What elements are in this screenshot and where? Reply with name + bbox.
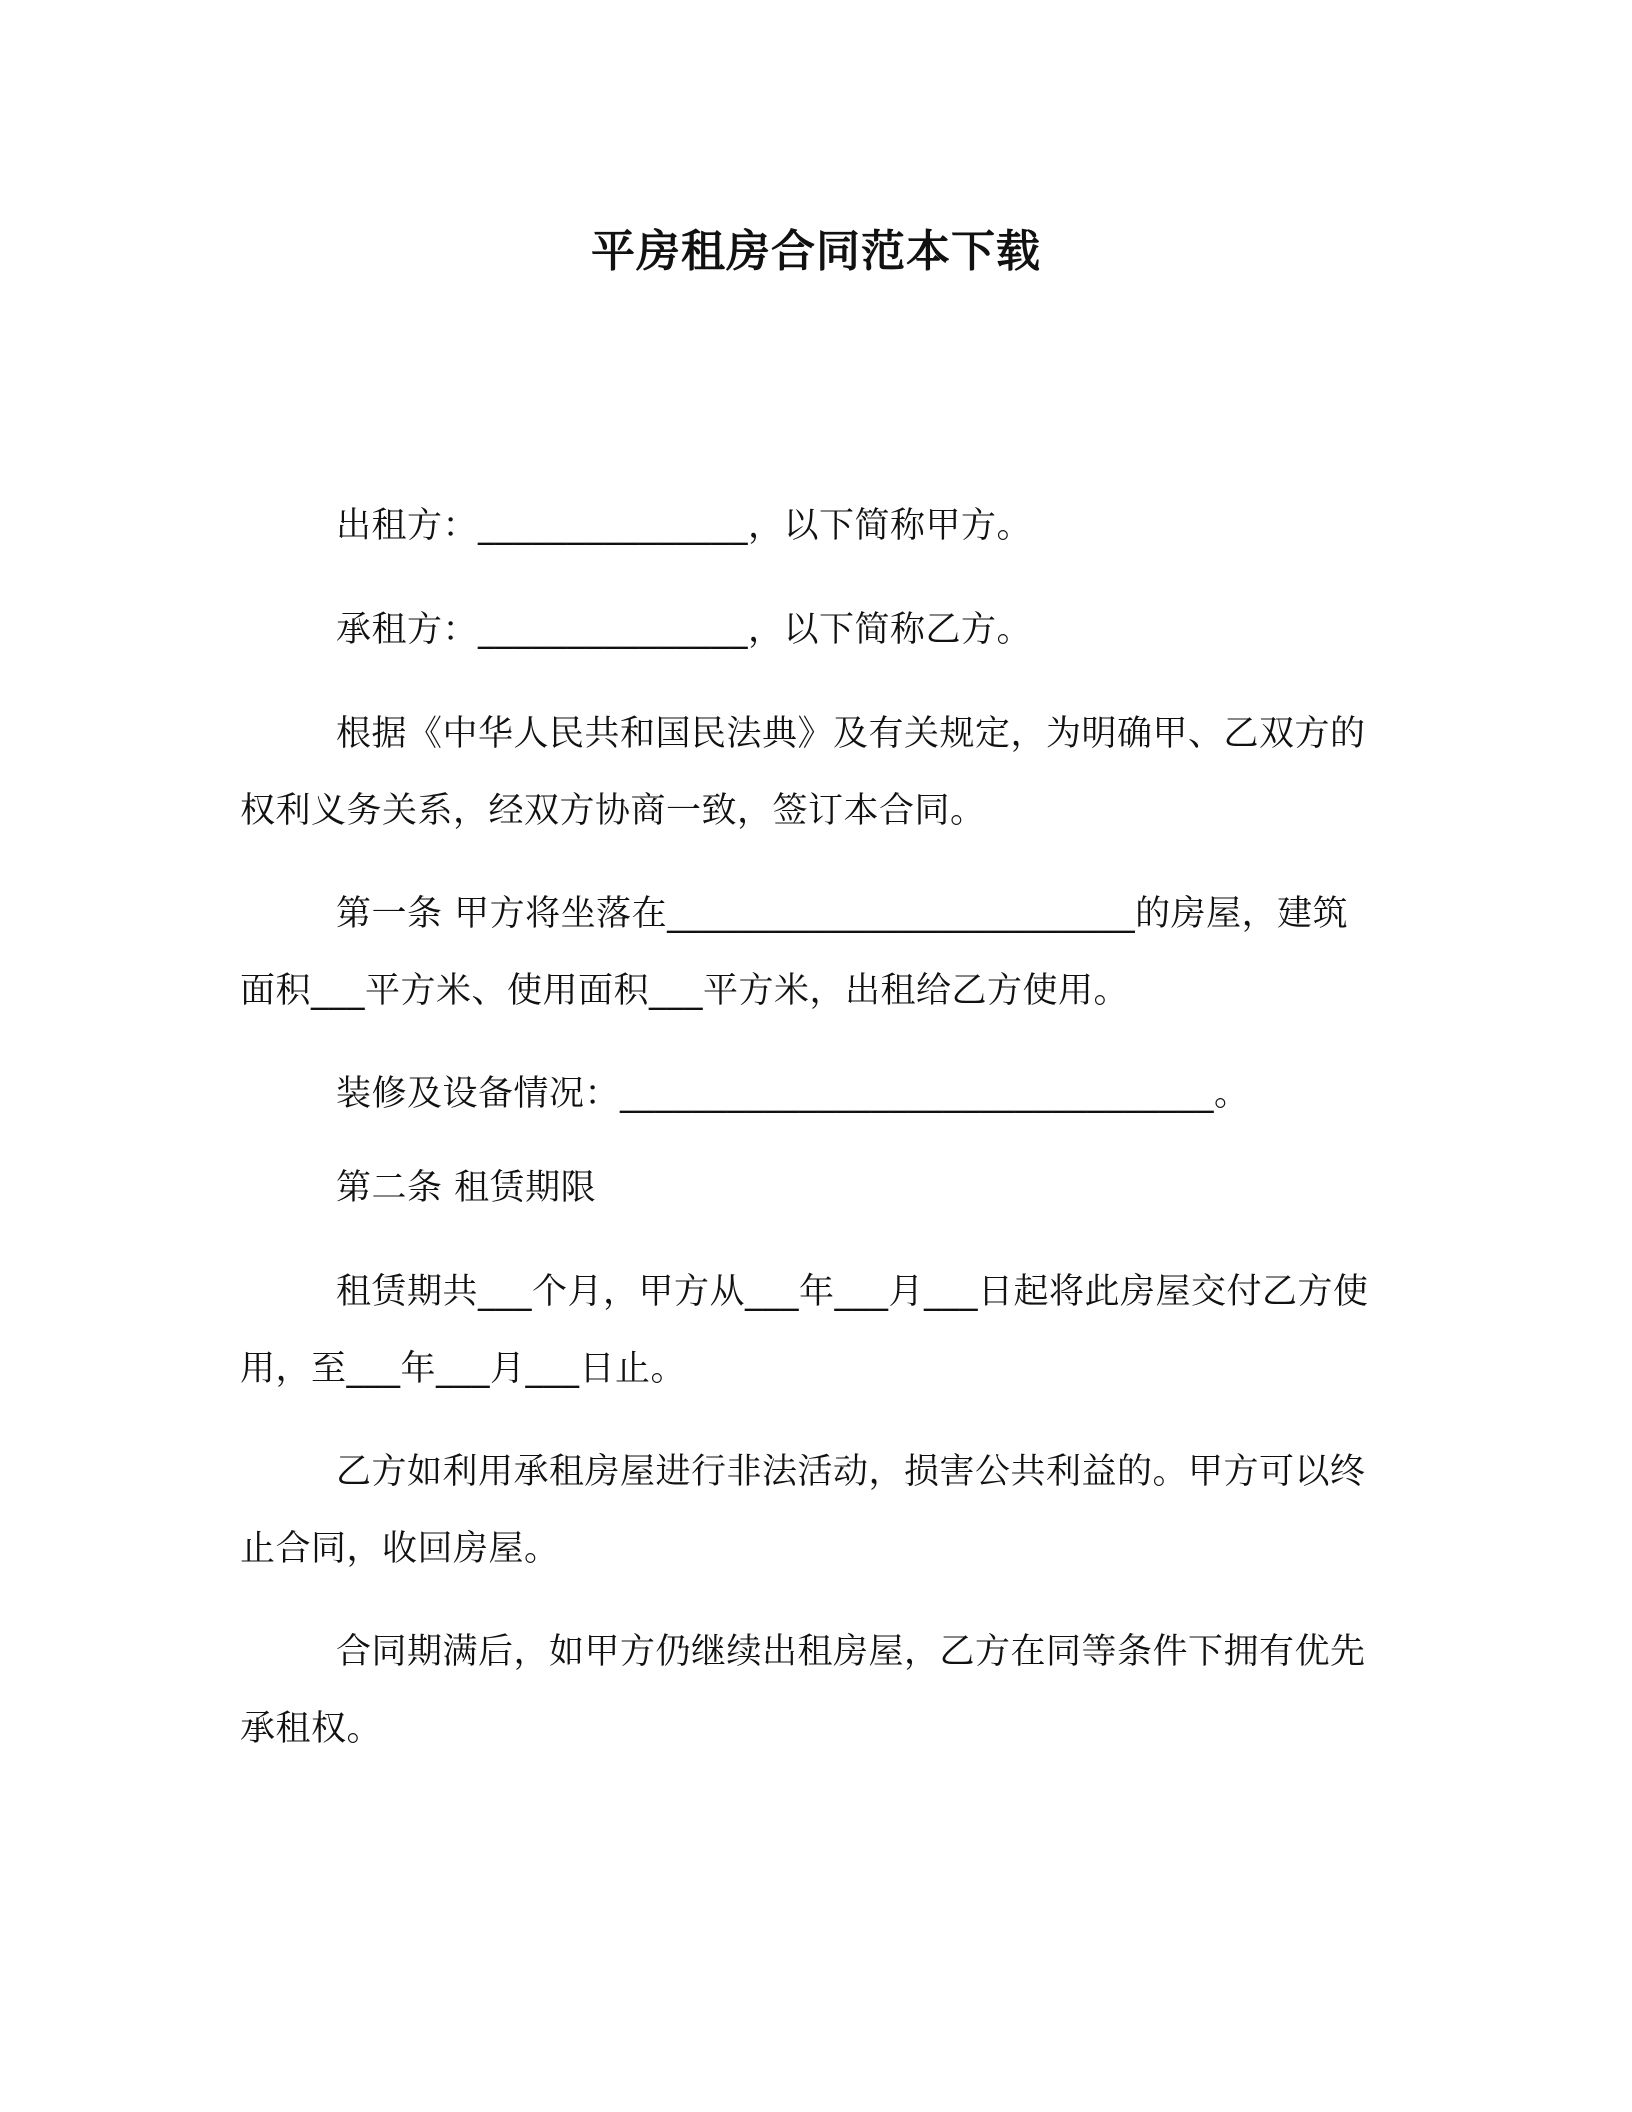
article-two-heading: 第二条 租赁期限 [336, 1168, 597, 1208]
lessor-line: 出租方：_______________，以下简称甲方。 [336, 506, 1033, 546]
lessee-line: 承租方：_______________，以下简称乙方。 [336, 610, 1033, 650]
renewal-priority-paragraph: 合同期满后，如甲方仍继续出租房屋，乙方在同等条件下拥有优先承租权。 [240, 1632, 1366, 1749]
decoration-equipment-line: 装修及设备情况：_________________________________。 [336, 1074, 1250, 1114]
document-title: 平房租房合同范本下载 [591, 226, 1041, 277]
illegal-use-paragraph: 乙方如利用承租房屋进行非法活动，损害公共利益的。甲方可以终止合同，收回房屋。 [240, 1452, 1366, 1569]
preamble-paragraph: 根据《中华人民共和国民法典》及有关规定，为明确甲、乙双方的权利义务关系，经双方协商一致，签订本合同。 [240, 714, 1366, 831]
lease-term-paragraph: 租赁期共___个月，甲方从___年___月___日起将此房屋交付乙方使用，至___年___月___日止。 [240, 1272, 1369, 1389]
article-one-paragraph: 第一条 甲方将坐落在__________________________的房屋，建筑面积___平方米、使用面积___平方米，出租给乙方使用。 [240, 894, 1349, 1011]
